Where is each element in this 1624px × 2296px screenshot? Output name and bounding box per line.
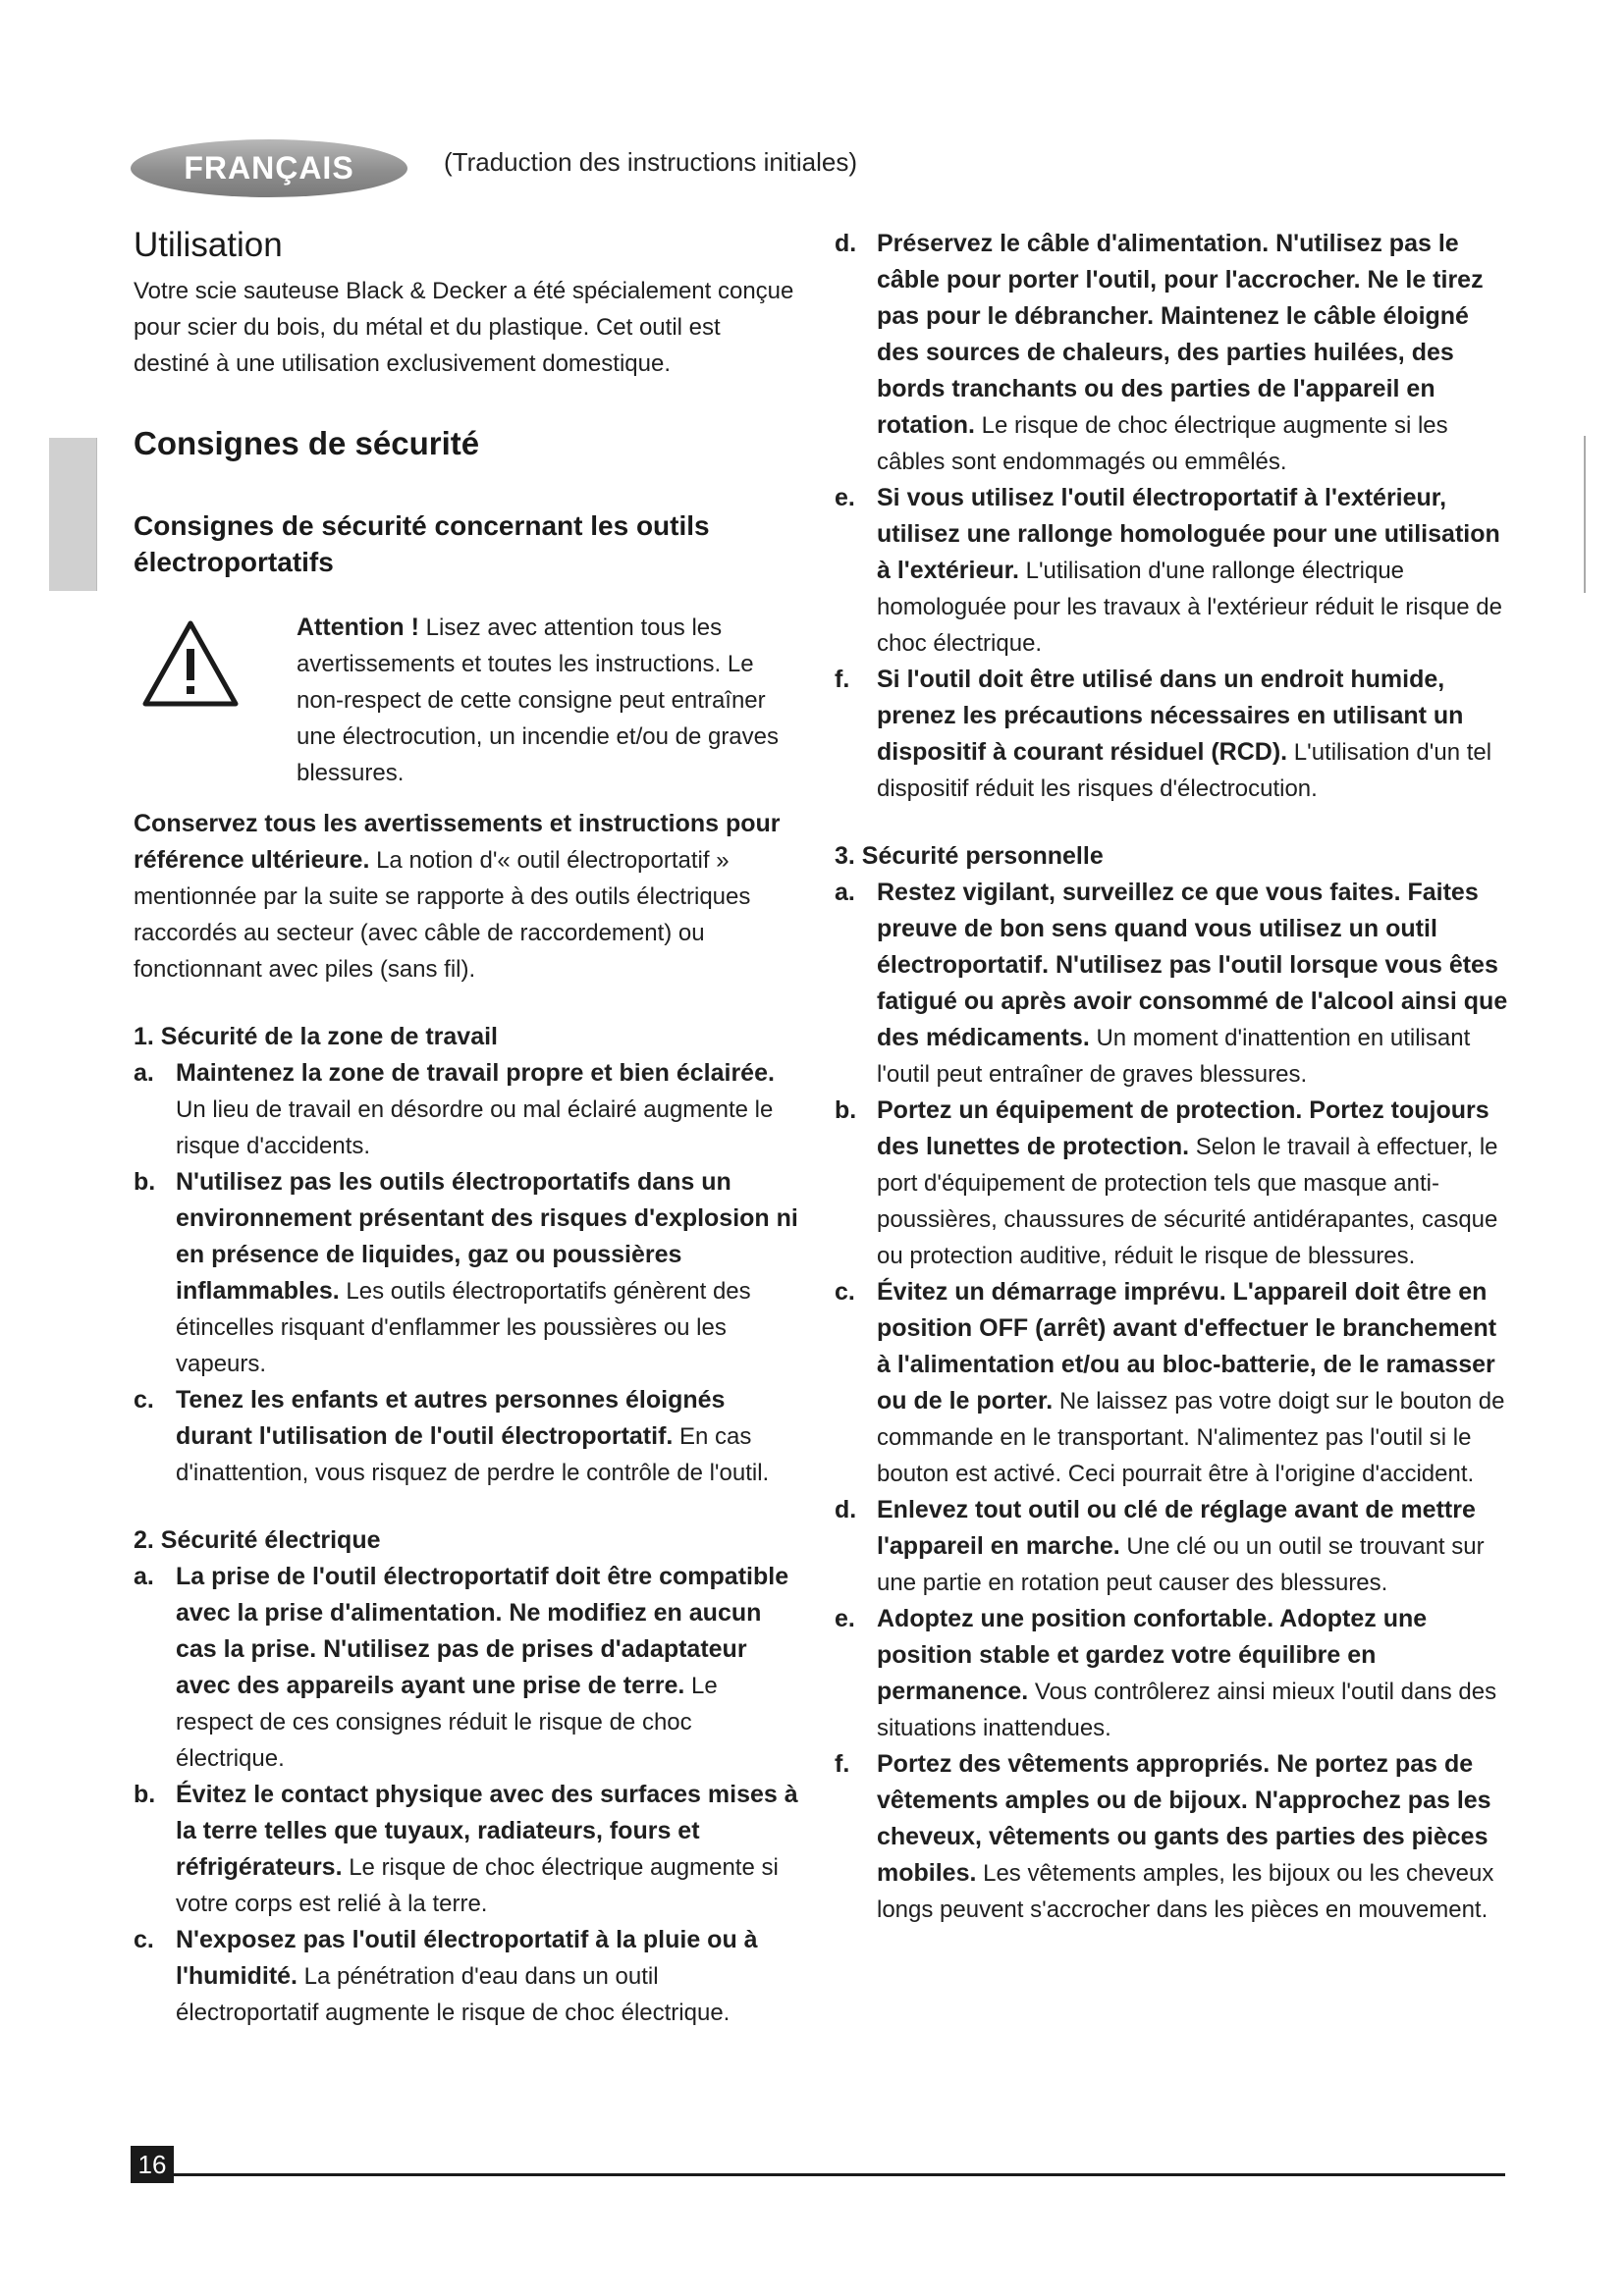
- list-item-text: La pénétration d'eau dans un outil électroportatif augmente le risque de choc électrique.: [176, 1963, 731, 2026]
- warning-block: [134, 610, 801, 786]
- left-column: [134, 226, 801, 2031]
- list-item-label: d.: [835, 230, 857, 257]
- list-item-text: Ne laissez pas votre doigt sur le bouton de commande en le transportant. N'alimentez pas l'outil si le bouton est activé. Ceci pourrait être à l'origine d'accident.: [877, 1388, 1505, 1487]
- list-item: [835, 480, 1512, 662]
- list-item-bold: Si vous utilisez l'outil électroportatif à l'extérieur, utilisez une rallonge homologuée pour une utilisation à l'extérieur.: [877, 484, 1500, 584]
- list-item-label: a.: [134, 1563, 154, 1590]
- list-item-bold: Évitez un démarrage imprévu. L'appareil doit être en position OFF (arrêt) avant d'effectuer le branchement à l'alimentation et/ou au bloc-batterie, de le ramasser ou de le porter.: [877, 1278, 1497, 1415]
- keep-instructions-bold: Conservez tous les avertissements et instructions pour référence ultérieure.: [134, 810, 781, 874]
- list-item-bold: Évitez le contact physique avec des surfaces mises à la terre telles que tuyaux, radiateurs, fours et réfrigérateurs.: [176, 1781, 798, 1881]
- warning-triangle-icon: [141, 619, 240, 708]
- list-item: [835, 1274, 1512, 1492]
- list-item-label: f.: [835, 1750, 850, 1778]
- list-item-bold: Si l'outil doit être utilisé dans un endroit humide, prenez les précautions nécessaires en utilisant un dispositif à courant résiduel (RCD).: [877, 666, 1464, 766]
- list-item: [134, 1922, 801, 2031]
- margin-mark: [1584, 436, 1586, 593]
- list-item: [835, 875, 1512, 1093]
- language-badge: FRANÇAIS: [131, 139, 407, 197]
- translation-note: (Traduction des instructions initiales): [444, 147, 857, 177]
- list-item-text: L'utilisation d'un tel dispositif réduit les risques d'électrocution.: [877, 739, 1492, 802]
- list-item-bold: Tenez les enfants et autres personnes éloignés durant l'utilisation de l'outil électroportatif.: [176, 1386, 726, 1450]
- list-item: [134, 1055, 801, 1164]
- list-item: [835, 226, 1512, 480]
- list-item-text: En cas d'inattention, vous risquez de perdre le contrôle de l'outil.: [176, 1423, 770, 1486]
- list-item: [835, 1492, 1512, 1601]
- keep-instructions: [134, 806, 801, 988]
- list-item-text: Selon le travail à effectuer, le port d'équipement de protection tels que masque anti-poussières, chaussures de sécurité antidérapantes, casque ou protection auditive, réduit le risque de blessures.: [877, 1134, 1498, 1269]
- list-item-bold: Maintenez la zone de travail propre et bien éclairée.: [176, 1059, 775, 1087]
- list-item-label: b.: [134, 1781, 156, 1808]
- list-item-text: Un lieu de travail en désordre ou mal éclairé augmente le risque d'accidents.: [176, 1096, 774, 1159]
- list-item-bold: Adoptez une position confortable. Adoptez une position stable et gardez votre équilibre en permanence.: [877, 1605, 1428, 1705]
- list-item-label: a.: [134, 1059, 154, 1087]
- list-item-text: Une clé ou un outil se trouvant sur une partie en rotation peut causer des blessures.: [877, 1533, 1485, 1596]
- keep-instructions-text: La notion d'« outil électroportatif » mentionnée par la suite se rapporte à des outils électriques raccordés au secteur (avec câble de raccordement) ou fonctionnant avec piles (sans fil).: [134, 847, 751, 983]
- list-item-bold: N'utilisez pas les outils électroportatifs dans un environnement présentant des risques d'explosion ni en présence de liquides, gaz ou poussières inflammables.: [176, 1168, 798, 1305]
- list-item-label: e.: [835, 1605, 855, 1632]
- page-number: 16: [131, 2146, 174, 2183]
- list-item-bold: Restez vigilant, surveillez ce que vous faites. Faites preuve de bon sens quand vous utilisez un outil électroportatif. N'utilisez pas l'outil lorsque vous êtes fatigué ou après avoir consommé de l'alcool ainsi que des médicaments.: [877, 879, 1508, 1051]
- list-item-text: Les vêtements amples, les bijoux ou les cheveux longs peuvent s'accrocher dans les pièces en mouvement.: [877, 1860, 1494, 1923]
- list-item-label: e.: [835, 484, 855, 511]
- list-item-label: b.: [134, 1168, 156, 1196]
- list-item-text: Les outils électroportatifs génèrent des étincelles risquant d'enflammer les poussières ou les vapeurs.: [176, 1278, 751, 1377]
- list-item-text: Le risque de choc électrique augmente si votre corps est relié à la terre.: [176, 1854, 779, 1917]
- consignes-subheading: Consignes de sécurité concernant les outils électroportatifs: [134, 510, 710, 577]
- list-item-label: d.: [835, 1496, 857, 1523]
- warning-label: Attention !: [297, 614, 419, 641]
- list-item-label: c.: [134, 1386, 154, 1414]
- section-side-tab: [49, 438, 97, 591]
- list-item-text: Vous contrôlerez ainsi mieux l'outil dans des situations inattendues.: [877, 1679, 1497, 1741]
- list-item-bold: Enlevez tout outil ou clé de réglage avant de mettre l'appareil en marche.: [877, 1496, 1476, 1560]
- utilisation-heading: Utilisation: [134, 226, 283, 264]
- warning-text: [297, 610, 787, 791]
- list-item: [134, 1164, 801, 1382]
- list-item-bold: Portez un équipement de protection. Portez toujours des lunettes de protection.: [877, 1096, 1489, 1160]
- section-3-title: 3. Sécurité personnelle: [835, 842, 1104, 870]
- list-item-text: Le risque de choc électrique augmente si les câbles sont endommagés ou emmêlés.: [877, 412, 1448, 475]
- section-1-title: 1. Sécurité de la zone de travail: [134, 1023, 498, 1050]
- list-item-bold: Préservez le câble d'alimentation. N'utilisez pas le câble pour porter l'outil, pour l'accrocher. Ne le tirez pas pour le débrancher. Maintenez le câble éloigné des sources de chaleurs, des parties huilées, des bords tranchants ou des parties de l'appareil en rotation.: [877, 230, 1484, 439]
- list-item: [835, 662, 1512, 807]
- utilisation-paragraph: Votre scie sauteuse Black & Decker a été spécialement conçue pour scier du bois, du métal et du plastique. Cet outil est destiné à une utilisation exclusivement domestique.: [134, 278, 794, 377]
- list-item-text: Le respect de ces consignes réduit le risque de choc électrique.: [176, 1673, 718, 1772]
- footer-rule: [131, 2173, 1505, 2176]
- list-item-label: c.: [134, 1926, 154, 1953]
- right-column: [835, 226, 1512, 1928]
- list-item: [835, 1093, 1512, 1274]
- list-item: [134, 1382, 801, 1491]
- list-item-label: a.: [835, 879, 855, 906]
- section-2-title: 2. Sécurité électrique: [134, 1526, 381, 1554]
- list-item-label: c.: [835, 1278, 855, 1306]
- consignes-heading: Consignes de sécurité: [134, 425, 480, 461]
- list-item-label: f.: [835, 666, 850, 693]
- list-item-bold: N'exposez pas l'outil électroportatif à la pluie ou à l'humidité.: [176, 1926, 758, 1990]
- list-item-bold: La prise de l'outil électroportatif doit être compatible avec la prise d'alimentation. Ne modifiez en aucun cas la prise. N'utilisez pas de prises d'adaptateur avec des appareils ayant une prise de terre.: [176, 1563, 789, 1699]
- list-item-text: Un moment d'inattention en utilisant l'outil peut entraîner de graves blessures.: [877, 1025, 1471, 1088]
- list-item-text: L'utilisation d'une rallonge électrique homologuée pour les travaux à l'extérieur réduit le risque de choc électrique.: [877, 558, 1502, 657]
- list-item-bold: Portez des vêtements appropriés. Ne portez pas de vêtements amples ou de bijoux. N'approchez pas les cheveux, vêtements ou gants des parties des pièces mobiles.: [877, 1750, 1491, 1887]
- list-item-label: b.: [835, 1096, 857, 1124]
- list-item: [835, 1746, 1512, 1928]
- list-item: [134, 1777, 801, 1922]
- warning-body: Lisez avec attention tous les avertissements et toutes les instructions. Le non-respect de cette consigne peut entraîner une électrocution, un incendie et/ou de graves blessures.: [297, 614, 780, 786]
- list-item: [835, 1601, 1512, 1746]
- list-item: [134, 1559, 801, 1777]
